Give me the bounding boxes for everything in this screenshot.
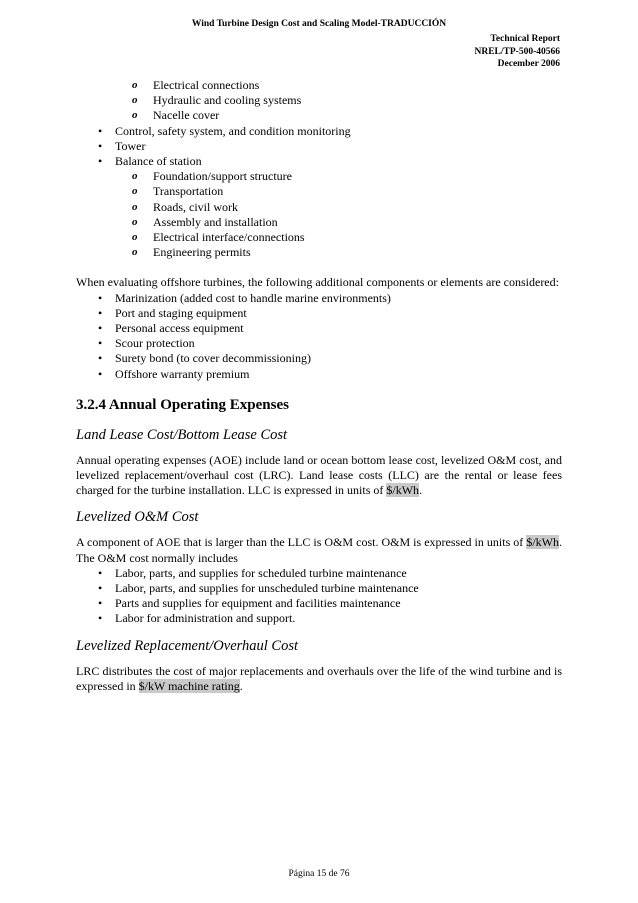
list-item: • Offshore warranty premium bbox=[76, 367, 562, 382]
list-item: o Nacelle cover bbox=[76, 108, 562, 123]
om-heading: Levelized O&M Cost bbox=[76, 509, 199, 526]
list-item: • Personal access equipment bbox=[76, 321, 562, 336]
report-info bbox=[475, 33, 561, 71]
lrc-heading: Levelized Replacement/Overhaul Cost bbox=[76, 637, 299, 654]
document-header-title: Wind Turbine Design Cost and Scaling Model-TRADUCCIÓN bbox=[191, 19, 447, 29]
list-item: • Marinization (added cost to handle marine environments) bbox=[76, 291, 562, 306]
offshore-bullets bbox=[76, 291, 562, 382]
list-item: o Foundation/support structure bbox=[76, 169, 562, 184]
report-date: December 2006 bbox=[497, 59, 560, 69]
list-item: o Hydraulic and cooling systems bbox=[76, 93, 562, 108]
list-item: • Labor for administration and support. bbox=[76, 611, 562, 626]
list-item: • Port and staging equipment bbox=[76, 306, 562, 321]
component-bullets bbox=[76, 124, 562, 170]
list-item: • Surety bond (to cover decommissioning) bbox=[76, 351, 562, 366]
list-item: • Balance of station bbox=[76, 154, 562, 169]
om-unit-highlight: $/kWh bbox=[526, 535, 559, 550]
list-item: • Parts and supplies for equipment and facilities maintenance bbox=[76, 596, 562, 611]
list-item: o Roads, civil work bbox=[76, 200, 562, 215]
list-item: o Electrical interface/connections bbox=[76, 230, 562, 245]
list-item: o Assembly and installation bbox=[76, 215, 562, 230]
llc-heading: Land Lease Cost/Bottom Lease Cost bbox=[76, 426, 288, 443]
lrc-unit-highlight: $/kW machine rating bbox=[138, 678, 240, 693]
om-paragraph: A component of AOE that is larger than the LLC is O&M cost. O&M is expressed in units of $/kWh. The O&M cost normally includes bbox=[76, 535, 562, 565]
page-number: Página 15 de 76 bbox=[288, 869, 350, 879]
list-item: • Labor, parts, and supplies for unscheduled turbine maintenance bbox=[76, 581, 562, 596]
list-item: • Scour protection bbox=[76, 336, 562, 351]
balance-of-station-sublist bbox=[76, 169, 562, 260]
page-content bbox=[76, 78, 562, 694]
list-item: • Control, safety system, and condition monitoring bbox=[76, 124, 562, 139]
list-item: o Transportation bbox=[76, 184, 562, 199]
nacelle-sublist bbox=[76, 78, 562, 124]
offshore-intro: When evaluating offshore turbines, the following additional components or elements are considered: bbox=[76, 275, 559, 290]
list-item: • Tower bbox=[76, 139, 562, 154]
report-type: Technical Report bbox=[490, 34, 560, 44]
report-number: NREL/TP-500-40566 bbox=[474, 46, 560, 57]
list-item: o Engineering permits bbox=[76, 245, 562, 260]
section-heading: 3.2.4 Annual Operating Expenses bbox=[76, 396, 289, 413]
om-bullets bbox=[76, 566, 562, 627]
lrc-paragraph: LRC distributes the cost of major replacements and overhauls over the life of the wind turbine and is expressed in $/kW machine rating. bbox=[76, 663, 562, 693]
list-item: • Labor, parts, and supplies for scheduled turbine maintenance bbox=[76, 566, 562, 581]
llc-paragraph: Annual operating expenses (AOE) include land or ocean bottom lease cost, levelized O&M cost, and levelized replacement/overhaul cost (LRC). Land lease costs (LLC) are the rental or lease fees charged for the turbine installation. LLC is expressed in units of $/kWh. bbox=[76, 452, 562, 498]
llc-unit-highlight: $/kWh bbox=[386, 483, 420, 498]
list-item: o Electrical connections bbox=[76, 78, 562, 93]
